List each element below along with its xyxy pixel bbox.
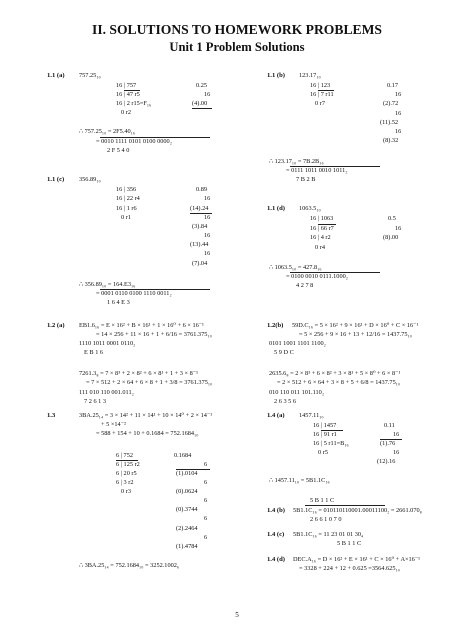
solution-line: 123.17₁₀ (299, 72, 321, 79)
solution-line: 7261.3₈ = 7 × 8³ + 2 × 8² + 6 × 8¹ + 1 + 3 × 8⁻¹ (79, 370, 199, 377)
solution-line: 3BA.25₁₄ = 3 × 14² + 11 × 14¹ + 10 × 14⁰ + 2 × 14⁻¹ (79, 412, 213, 419)
solution-line: (11).52 (380, 119, 399, 126)
solution-line: 16 | 1063 (310, 215, 334, 222)
solution-line: = 0001 0110 0100 1110 0011₂ (96, 290, 172, 297)
solution-line: 7 B 2 B (296, 176, 316, 183)
solution-line: 0 r1 (121, 214, 131, 221)
solution-line: 356.89₁₀ (79, 176, 101, 183)
solution-line: 6 (204, 479, 208, 486)
problem-label: 1.4 (d) (267, 556, 285, 563)
division-rule (192, 108, 212, 109)
division-rule (290, 166, 380, 167)
division-rule (290, 272, 380, 273)
solution-line: (1).4784 (176, 543, 198, 550)
solution-line: 16 (393, 431, 400, 438)
solution-line: 0 r2 (121, 109, 131, 116)
solution-line: 5 B 1 1 C (337, 540, 362, 547)
solution-line: EB1.6₁₆ = E × 16² + B × 16¹ + 1 × 16⁰ + 6 × 16⁻¹ (79, 322, 204, 329)
solution-line: (8).00 (383, 234, 399, 241)
division-rule (100, 137, 210, 138)
solution-line: = 2 × 512 + 6 × 64 + 3 × 8 + 5 + 6/8 = 1437.75₁₀ (277, 379, 401, 386)
solution-line: 0.25 (196, 82, 208, 89)
solution-line: = 14 × 256 + 11 × 16 + 1 + 6/16 = 3761.375₁₀ (96, 331, 212, 338)
solution-line: 6 | 20 r5 (116, 470, 137, 477)
solution-line: = 588 + 154 + 10 + 0.1684 = 752.1684₁₀ (96, 430, 199, 437)
solution-line: ∴ 1063.5₁₀ = 427.8₁₆ (269, 264, 322, 271)
solution-line: ∴ 123.17₁₀ = 7B.2B₁₆ (269, 158, 324, 165)
solution-line: 6 (204, 534, 208, 541)
solution-line: ∴ 3BA.25₁₄ = 752.1684₁₀ = 3252.1002₆ (79, 562, 180, 569)
solution-line: 16 | 7 r11 (310, 91, 334, 98)
solution-line: = 0111 1011 0010 1011₂ (286, 167, 348, 174)
solution-line: 010 110 011 101.110₂ (269, 389, 325, 396)
division-rule (318, 90, 334, 91)
problem-label: 1.2 (a) (47, 322, 65, 329)
solution-line: 2 6 3 5 6 (274, 398, 297, 405)
solution-line: = 0010 1111 0101 0100 0000₂ (96, 138, 172, 145)
solution-line: 2635.6₈ = 2 × 8³ + 6 × 8² + 3 × 8¹ + 5 × 8⁰ + 6 × 8⁻¹ (269, 370, 401, 377)
solution-line: 16 | 91 r1 (313, 431, 337, 438)
solution-line: 16 (395, 128, 402, 135)
solution-line: 0 r5 (318, 449, 328, 456)
solution-line: 16 (204, 91, 211, 98)
solution-line: (2).72 (383, 100, 399, 107)
division-rule (305, 505, 385, 506)
solution-line: = 5 × 256 + 9 × 16 + 13 + 12/16 = 1437.75₁₀ (299, 331, 412, 338)
solution-line: (14).24 (190, 205, 209, 212)
solution-line: 16 | 1 r6 (116, 205, 137, 212)
problem-label: 1.4 (a) (267, 412, 285, 419)
solution-line: 16 | 5 r11=B₁₆ (313, 440, 349, 447)
solution-line: 6 | 125 r2 (116, 461, 140, 468)
problem-label: 1.1 (b) (267, 72, 285, 79)
solution-line: 16 | 2 r15=F₁₆ (116, 100, 152, 107)
solution-line: 6 (204, 515, 208, 522)
solution-line: 0.17 (387, 82, 399, 89)
solution-line: 16 | 47 r5 (116, 91, 140, 98)
solution-line: 16 (395, 91, 402, 98)
page-number: 5 (235, 611, 239, 619)
problem-label: 1.2(b) (267, 322, 284, 329)
problem-label: 1.4 (b) (267, 507, 285, 514)
solution-line: (1).0104 (176, 470, 198, 477)
solution-line: = 0100 0010 0111.1000₂ (286, 273, 348, 280)
solution-line: (0).3744 (176, 506, 198, 513)
solution-line: 1063.5₁₀ (299, 205, 321, 212)
solution-line: (8).32 (383, 137, 399, 144)
solution-line: = 7 × 512 + 2 × 64 + 6 × 8 + 1 + 3/8 = 3761.375₁₀ (86, 379, 213, 386)
solution-line: 7 2 6 1 3 (84, 398, 107, 405)
solution-line: 6 | 752 (116, 452, 134, 459)
division-rule (190, 213, 212, 214)
solution-line: DEC.A₁₆ = D × 16² + E × 16¹ + C × 16⁰ + A×16⁻¹ (293, 556, 421, 563)
solution-line: (3).84 (192, 223, 208, 230)
solution-line: 1110 1011 0001 0110₂ (79, 340, 136, 347)
solution-line: 2 6 6 1 0 7 0 (310, 516, 342, 523)
solution-line: 16 | 356 (116, 186, 137, 193)
division-rule (380, 439, 402, 440)
division-rule (318, 224, 336, 225)
solution-line: 16 | 757 (116, 82, 137, 89)
solution-line: 6 (204, 497, 208, 504)
solution-line: (0).0624 (176, 488, 198, 495)
solution-line: 16 (204, 232, 211, 239)
division-rule (176, 469, 210, 470)
solution-line: 6 | 3 r2 (116, 479, 134, 486)
page-subtitle: Unit 1 Problem Solutions (169, 40, 305, 54)
solution-line: ∴ 757.25₁₀ = 2F5.40₁₆ (79, 128, 136, 135)
solution-line: E B 1 6 (84, 349, 104, 356)
solution-line: 0.5 (388, 215, 396, 222)
solution-line: (13).44 (190, 241, 209, 248)
solution-line: 0 r7 (315, 100, 325, 107)
solution-line: 0 r4 (315, 244, 325, 251)
solution-line: 16 (204, 250, 211, 257)
solution-line: 6 (204, 461, 208, 468)
solution-line: 5B1.1C₁₆ = 010110110001.00011100₂ = 2661.070₈ (293, 507, 422, 514)
solution-line: (2).2464 (176, 525, 198, 532)
page-title: II. SOLUTIONS TO HOMEWORK PROBLEMS (92, 22, 382, 37)
solution-line: 16 (204, 214, 211, 221)
division-rule (100, 289, 210, 290)
solution-line: ∴ 356.89₁₀ = 164.E3₁₆ (79, 281, 136, 288)
solution-line: 16 (395, 225, 402, 232)
solution-line: 5 9 D C (274, 349, 294, 356)
solution-line: 16 | 4 r2 (310, 234, 331, 241)
solution-line: 16 | 123 (310, 82, 331, 89)
problem-label: 1.3 (47, 412, 56, 419)
solution-line: 5B1.1C₁₆ = 11 23 01 01 30₄ (293, 531, 364, 538)
solution-line: 1 6 4 E 3 (107, 299, 130, 306)
solution-line: 0.1684 (174, 452, 192, 459)
solution-line: = 3328 + 224 + 12 + 0.625 =3564.625₁₀ (299, 565, 400, 572)
solution-line: ∴ 1457.11₁₀ = 5B1.1C₁₆ (269, 477, 330, 484)
solution-line: 0.11 (384, 422, 395, 429)
solution-line: 16 (204, 195, 211, 202)
solution-line: 4 2 7 8 (296, 282, 314, 289)
solution-line: (4).00 (192, 100, 208, 107)
solution-line: 0 r3 (121, 488, 131, 495)
solution-line: (1).76 (380, 440, 396, 447)
solution-line: 5 B 1 1 C (310, 497, 335, 504)
solution-line: 0101 1001 1101 1100₂ (269, 340, 326, 347)
division-rule (321, 430, 343, 431)
solution-line: 757.25₁₀ (79, 72, 101, 79)
solution-line: 16 | 22 r4 (116, 195, 140, 202)
solution-line: 59D.C₁₆ = 5 × 16² + 9 × 16¹ + D × 16⁰ + C × 16⁻¹ (292, 322, 419, 329)
solution-line: 16 | 66 r7 (310, 225, 334, 232)
problem-label: 1.4 (c) (267, 531, 285, 538)
division-rule (116, 460, 138, 461)
solution-line: + 5 ×14⁻² (101, 421, 126, 428)
solution-line: 2 F 5 4 0 (107, 147, 130, 154)
problem-label: 1.1 (d) (267, 205, 285, 212)
solution-line: 16 (395, 110, 402, 117)
solution-line: 111 010 110 001.011₂ (79, 389, 134, 396)
solution-line: 16 | 1457 (313, 422, 337, 429)
solution-line: (12).16 (377, 458, 396, 465)
solution-line: 16 (393, 449, 400, 456)
solution-line: (7).04 (192, 260, 208, 267)
problem-label: 1.1 (c) (47, 176, 65, 183)
solution-line: 1457.11₁₀ (299, 412, 324, 419)
division-rule (124, 90, 140, 91)
problem-label: 1.1 (a) (47, 72, 65, 79)
solution-line: 0.89 (196, 186, 208, 193)
